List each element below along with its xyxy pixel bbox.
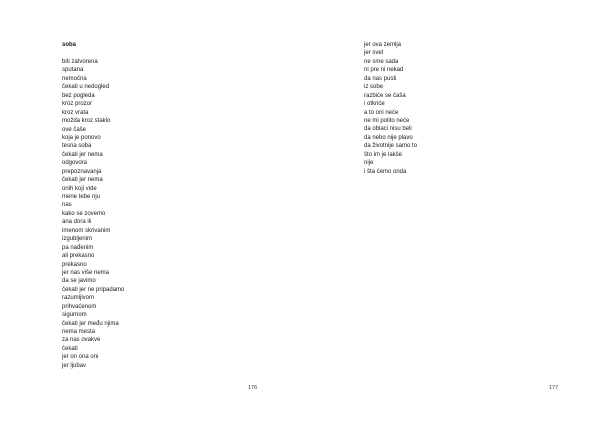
poem-line: čekati u nedogled <box>62 84 110 91</box>
poem-line: čekati jer nema <box>62 151 103 158</box>
poem-line: jer ljubav <box>62 362 87 369</box>
poem-line: iz sobe <box>364 84 384 91</box>
poem-line: tesna soba <box>62 143 92 150</box>
poem-line: ali prekasno <box>62 253 95 260</box>
poem-line: mene tebe nju <box>62 194 101 200</box>
poem-line: koja je ponovo <box>62 134 101 141</box>
poem-line: kroz vrata <box>62 109 89 116</box>
poem-line: da životnije samo to <box>364 143 418 150</box>
right-poem-lines <box>364 41 417 176</box>
poem-line: da oblaci nisu beli <box>364 126 412 133</box>
poem-line: prekasno <box>62 261 87 268</box>
poem-line: čekati jer nema <box>62 177 103 184</box>
poem-line: čekati jer među njima <box>62 320 119 327</box>
poem-line: jer svet <box>364 50 384 57</box>
poem-line: prihvaćenom <box>62 303 97 310</box>
poem-line: nema mesta <box>62 329 96 335</box>
poem-line: ne mi polito neće <box>364 117 410 124</box>
poem-line: kroz prozor <box>62 101 93 108</box>
poem-line: čekati jer ne pripadamo <box>62 286 125 293</box>
poem-line: pa nađenim <box>62 244 94 251</box>
poem-line: prepoznavanja <box>62 168 102 175</box>
poem-line: za nas ovakve <box>62 337 101 344</box>
poem-line: jer ova zemlja <box>364 42 402 48</box>
poem-line: nemoćna <box>62 75 87 82</box>
poem-line: jer nas više nema <box>62 269 110 276</box>
poem-line: čekati <box>62 345 78 352</box>
page-number-right: 177 <box>549 385 559 391</box>
poem-line: kako se zovemo <box>62 210 106 217</box>
poem-line: da nas pusti <box>364 75 397 82</box>
poem-line: sigurnom <box>62 312 87 319</box>
poem-line: nije <box>364 160 374 167</box>
poem-line: razumljivom <box>62 295 95 302</box>
poem-line: i otkriće <box>364 101 385 108</box>
right-page <box>300 0 600 423</box>
poem-line: ove čaše <box>62 126 87 133</box>
poem-line: da se javimo <box>62 278 96 285</box>
poem-line: imenom skrivanim <box>62 227 111 234</box>
poem-line: razbiće se čaša <box>364 92 406 99</box>
poem-line: biti zatvorena <box>62 59 98 65</box>
poem-line: da nebo nije plavo <box>364 134 413 141</box>
poem-line: izgubljenim <box>62 236 93 243</box>
poem-line: ne sme sada <box>364 58 399 65</box>
poem-line: nas <box>62 202 72 209</box>
poem-line: što im je lakše <box>364 151 403 158</box>
poem-line: možda kroz staklo <box>62 118 111 125</box>
left-poem-lines <box>62 58 124 370</box>
poem-line: ni pre ni nekad <box>364 67 404 74</box>
poem-line: onih koji vide <box>62 185 97 192</box>
poem-line: bez pogleda <box>62 92 95 99</box>
poem-line: ana dora ili <box>62 219 92 226</box>
poem-line: sputana <box>62 67 84 74</box>
poem-line: odgovora <box>62 160 88 167</box>
page-number-left: 176 <box>248 385 258 391</box>
poem-title: soba <box>62 42 77 48</box>
poem-line: i šta ćemo onda <box>364 168 407 175</box>
poem-line: jer on ona oni <box>62 354 99 361</box>
poem-line: a to oni neće <box>364 109 399 116</box>
